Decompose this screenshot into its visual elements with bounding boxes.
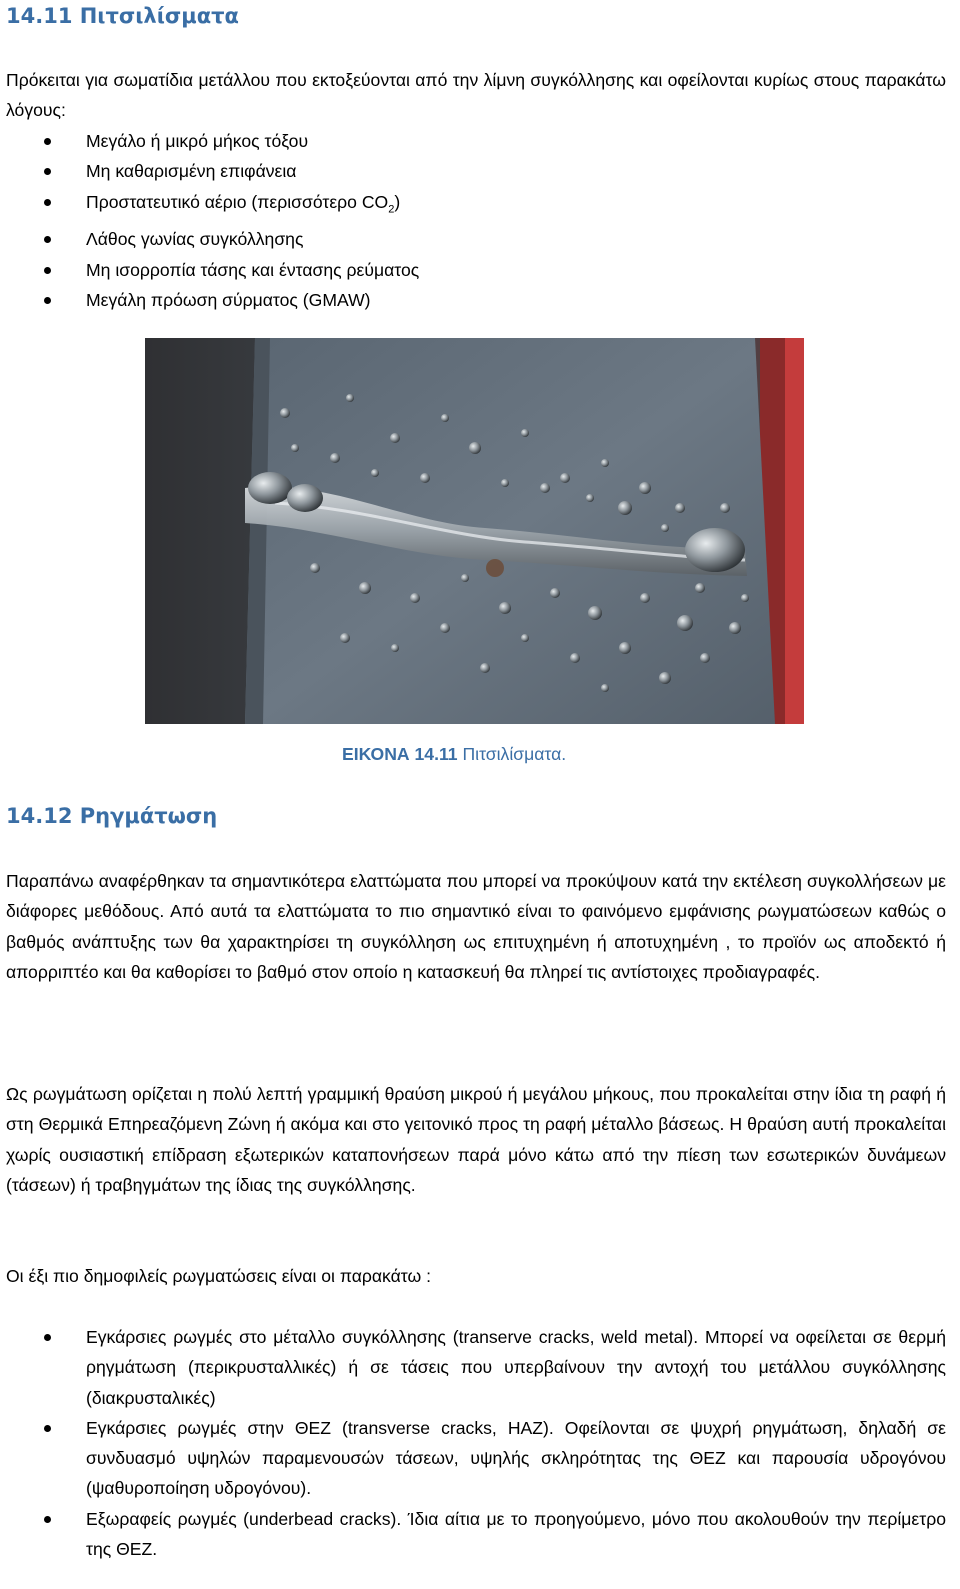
list-item: Εξωραφείς ρωγμές (underbead cracks). Ίδια αίτια με το προηγούμενο, μόνο που ακολουθούν την περίμετρο της ΘΕΖ.: [0, 1504, 946, 1565]
spatter-photo: [145, 338, 804, 724]
bullet-icon: [44, 199, 51, 206]
bullet-icon: [44, 1425, 51, 1432]
bullet-icon: [44, 1516, 51, 1523]
bullet-icon: [44, 267, 51, 274]
cracking-paragraph-1: Παραπάνω αναφέρθηκαν τα σημαντικότερα ελαττώματα που μπορεί να προκύψουν κατά την εκτέλεση συγκολλήσεων με διάφορες μεθόδους. Από αυτά τα ελαττώματα το πιο σημαντικό είναι το φαινόμενο εμφάνισης ρωγματώσεων καθώς ο βαθμός ανάπτυξης των θα χαρακτηρίσει τη συγκόλληση ως επιτυχημένη ή αποτυχημένη , το προϊόν ως αποδεκτό ή απορριπτέο και θα καθορίσει το βαθμό στον οποίο η κατασκευή θα πληρεί τις αντίστοιχες προδιαγραφές.: [6, 871, 946, 982]
bullet-icon: [44, 1334, 51, 1341]
list-item: Μεγάλη πρόωση σύρματος (GMAW): [0, 285, 946, 315]
section-heading-spatter: 14.11 Πιτσιλίσματα: [6, 4, 239, 28]
spatter-intro-paragraph: Πρόκειται για σωματίδια μετάλλου που εκτοξεύονται από την λίμνη συγκόλλησης και οφείλονται κυρίως στους παρακάτω λόγους:: [6, 70, 946, 121]
list-item: Μη καθαρισμένη επιφάνεια: [0, 156, 946, 186]
spatter-causes-list: [0, 126, 946, 315]
figure-caption-text: Πιτσιλίσματα.: [462, 744, 567, 764]
list-item: Μη ισορροπία τάσης και έντασης ρεύματος: [0, 255, 946, 285]
section-heading-cracking: 14.12 Ρηγμάτωση: [6, 804, 218, 828]
cracking-paragraph-2: Ως ρωγμάτωση ορίζεται η πολύ λεπτή γραμμική θραύση μικρού ή μεγάλου μήκους, που προκαλείται στην ίδια τη ραφή ή στη Θερμικά Επηρεαζόμενη Ζώνη ή ακόμα και στο γειτονικό προς τη ραφή μέταλλο βάσεως. Η θραύση αυτή προκαλείται χωρίς ουσιαστική επίδραση εξωτερικών καταπονήσεων παρά μόνο κάτω από την πίεση των εσωτερικών δυνάμεων (τάσεων) ή τραβηγμάτων της ίδιας της συγκόλλησης.: [6, 1084, 946, 1195]
list-item: Εγκάρσιες ρωγμές στην ΘΕΖ (transverse cracks, HAZ). Οφείλονται σε ψυχρή ρηγμάτωση, δηλαδή σε συνδυασμό υψηλών παραμενουσών τάσεων, υψηλής σκληρότητας της ΘΕΖ και παρουσία υδρογόνου (ψαθυροποίηση υδρογόνου).: [0, 1413, 946, 1504]
cracking-paragraph-3: Οι έξι πιο δημοφιλείς ρωγματώσεις είναι οι παρακάτω :: [6, 1266, 432, 1286]
list-item: Προστατευτικό αέριο (περισσότερο $CO_2$): [0, 187, 946, 225]
bullet-icon: [44, 297, 51, 304]
list-item: Λάθος γωνίας συγκόλλησης: [0, 224, 946, 254]
bullet-icon: [44, 236, 51, 243]
crack-types-list: [0, 1322, 946, 1564]
figure-caption-label: ΕΙΚΟΝΑ 14.11: [342, 744, 458, 764]
list-item: Μεγάλο ή μικρό μήκος τόξου: [0, 126, 946, 156]
figure-caption: [342, 744, 566, 765]
list-item: Εγκάρσιες ρωγμές στο μέταλλο συγκόλλησης (transerve cracks, weld metal). Μπορεί να οφείλεται σε θερμή ρηγμάτωση (περικρυσταλλικές) ή σε τάσεις που υπερβαίνουν την αντοχή του μετάλλου συγκόλλησης (διακρυσταλικές): [0, 1322, 946, 1413]
co2-subscript: 2: [388, 203, 395, 216]
bullet-icon: [44, 168, 51, 175]
bullet-icon: [44, 138, 51, 145]
